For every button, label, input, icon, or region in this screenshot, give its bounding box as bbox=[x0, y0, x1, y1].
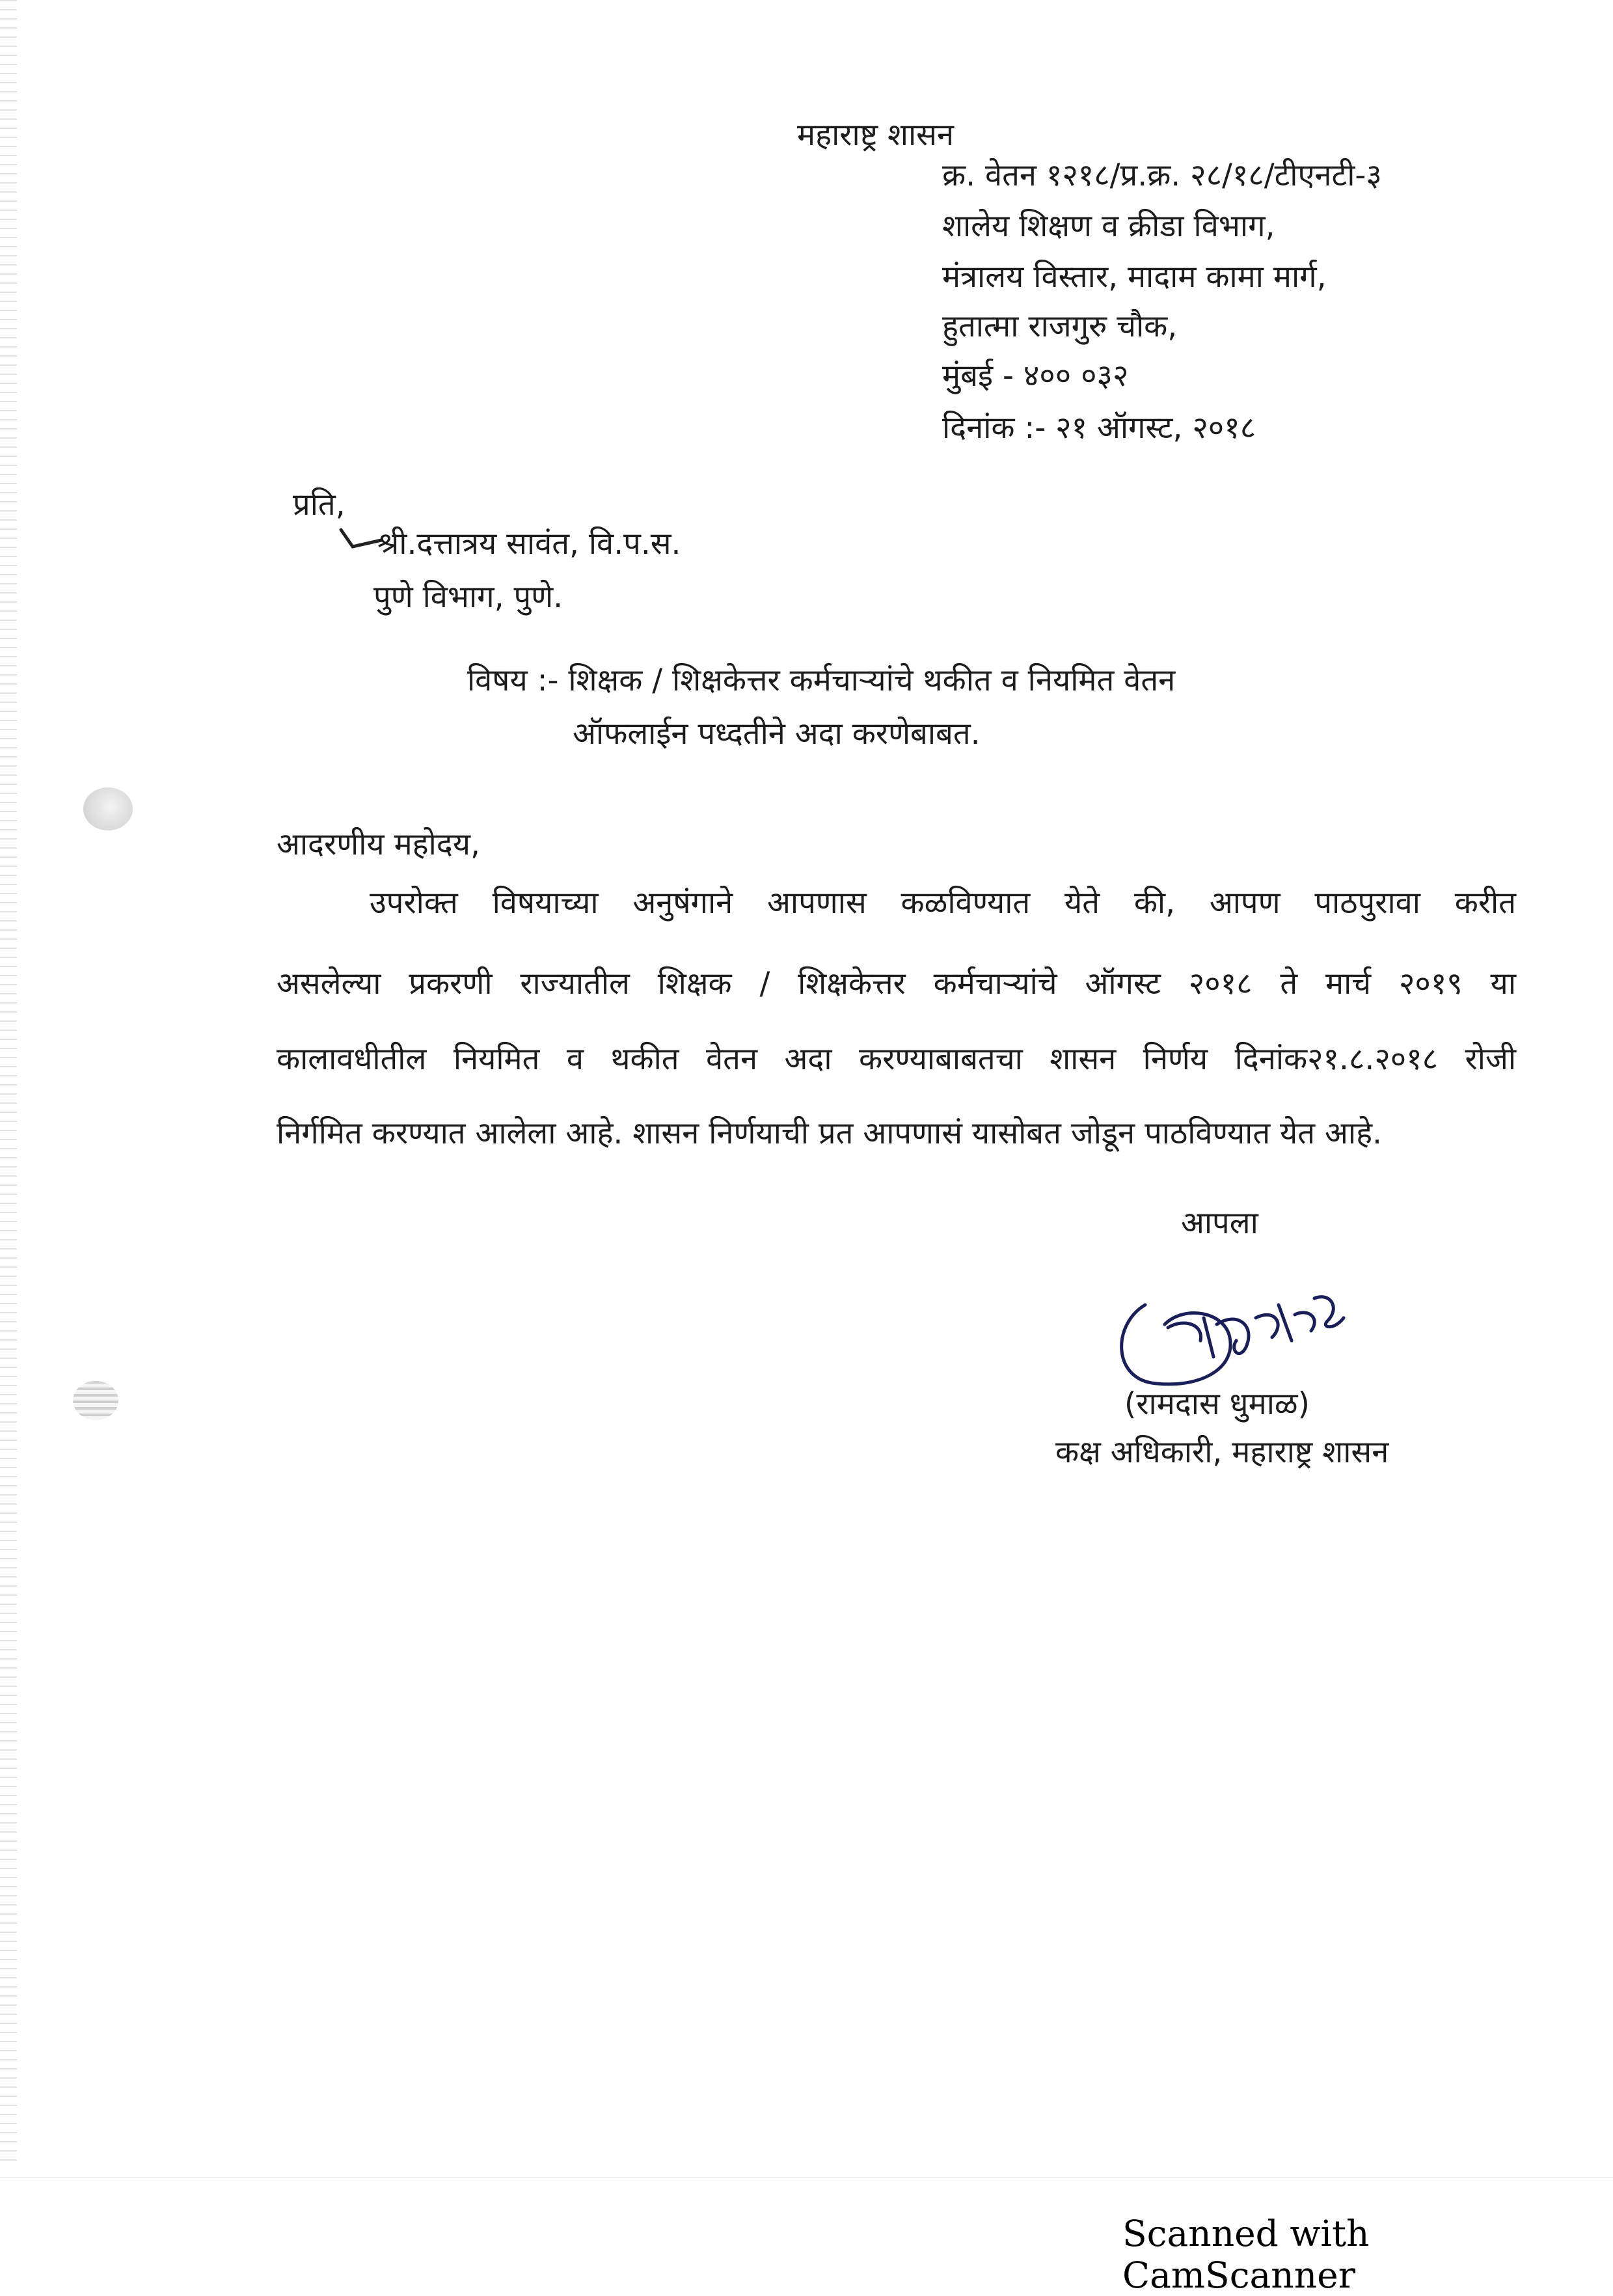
letter-date: दिनांक :- २१ ऑगस्ट, २०१८ bbox=[942, 410, 1256, 446]
address-line-3: मुंबई - ४०० ०३२ bbox=[942, 358, 1129, 394]
address-line-2: हुतात्मा राजगुरु चौक, bbox=[942, 308, 1178, 344]
salutation: आदरणीय महोदय, bbox=[277, 827, 480, 862]
body-line-1: उपरोक्त विषयाच्या अनुषंगाने आपणास कळविण्यात येते की, आपण पाठपुरावा करीत bbox=[370, 885, 1516, 921]
address-line-1: मंत्रालय विस्तार, मादाम कामा मार्ग, bbox=[942, 259, 1327, 295]
recipient-to: प्रति, bbox=[293, 487, 346, 523]
recipient-name: श्री.दत्तात्रय सावंत, वि.प.स. bbox=[377, 526, 681, 562]
government-heading: महाराष्ट्र शासन bbox=[797, 117, 955, 153]
signatory-name: (रामदास धुमाळ) bbox=[1124, 1386, 1310, 1422]
department-name: शालेय शिक्षण व क्रीडा विभाग, bbox=[942, 208, 1275, 244]
subject-line-2: ऑफलाईन पध्दतीने अदा करणेबाबत. bbox=[573, 716, 981, 752]
signatory-designation: कक्ष अधिकारी, महाराष्ट्र शासन bbox=[1055, 1434, 1389, 1470]
recipient-location: पुणे विभाग, पुणे. bbox=[373, 579, 563, 615]
subject-line-1: विषय :- शिक्षक / शिक्षकेत्तर कर्मचाऱ्यांचे थकीत व नियमित वेतन bbox=[467, 663, 1176, 698]
page-edge-strip bbox=[0, 0, 17, 2167]
signature bbox=[1106, 1279, 1366, 1402]
body-line-4: निर्गमित करण्यात आलेला आहे. शासन निर्णयाची प्रत आपणासं यासोबत जोडून पाठविण्यात येत आहे. bbox=[277, 1115, 1382, 1151]
reference-number: क्र. वेतन १२१८/प्र.क्र. २८/१८/टीएनटी-३ bbox=[942, 157, 1382, 193]
body-line-3: कालावधीतील नियमित व थकीत वेतन अदा करण्याबाबतचा शासन निर्णय दिनांक२१.८.२०१८ रोजी bbox=[277, 1041, 1516, 1077]
scanner-watermark: Scanned with CamScanner bbox=[1122, 2213, 1370, 2296]
body-line-2: असलेल्या प्रकरणी राज्यातील शिक्षक / शिक्षकेत्तर कर्मचाऱ्यांचे ऑगस्ट २०१८ ते मार्च २०१९ या bbox=[277, 966, 1516, 1002]
punch-hole-bottom bbox=[73, 1381, 118, 1420]
closing-yours: आपला bbox=[1181, 1205, 1258, 1241]
punch-hole-top bbox=[83, 787, 133, 830]
